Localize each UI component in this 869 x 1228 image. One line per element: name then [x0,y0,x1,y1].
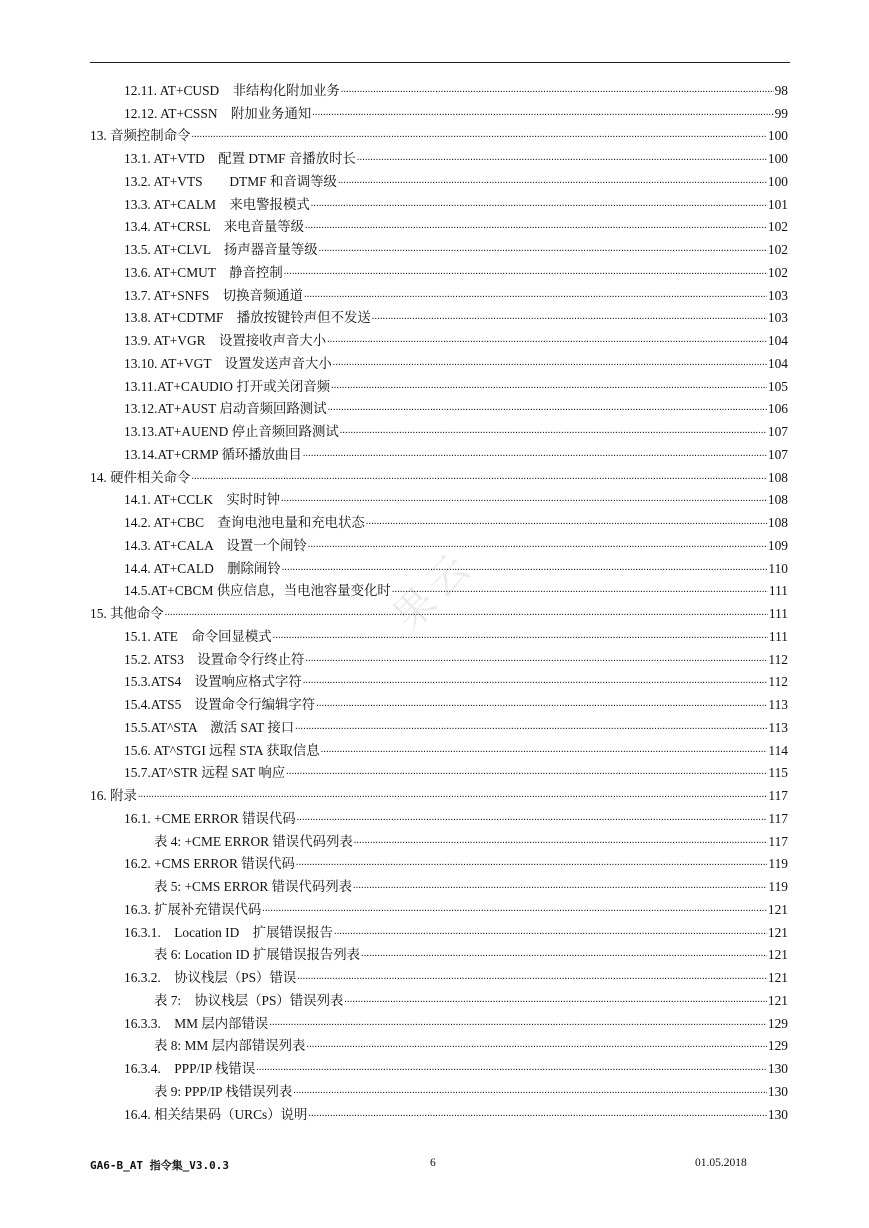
toc-entry[interactable] [90,622,788,645]
toc-entry-title: 13.14.AT+CRMP 循环播放曲目 [124,446,302,462]
toc-entry-title: 14.3. AT+CALA 设置一个闹铃 [124,537,307,553]
toc-entry-title: 16.1. +CME ERROR 错误代码 [124,810,296,826]
toc-entry[interactable] [90,304,788,327]
toc-leader-dots [311,197,767,213]
toc-entry-title: 15.7.AT^STR 远程 SAT 响应 [124,765,286,781]
toc-leader-dots [293,1084,767,1100]
toc-entry-title: 表 8: MM 层内部错误列表 [154,1038,306,1054]
toc-entry[interactable] [90,736,788,759]
toc-entry[interactable] [90,895,788,918]
toc-entry[interactable] [90,235,788,258]
toc-leader-dots [316,697,767,713]
toc-entry-page: 113 [768,719,788,735]
toc-entry-title: 15. 其他命令 [90,606,164,621]
toc-entry-page: 117 [768,810,788,826]
toc-leader-dots [191,128,766,144]
toc-leader-dots [296,856,768,872]
toc-entry-title: 15.4.ATS5 设置命令行编辑字符 [124,697,316,712]
toc-leader-dots [303,674,768,690]
toc-entry-title: 13.2. AT+VTS DTMF 和音调等级 [124,173,337,189]
toc-leader-dots [303,447,767,463]
toc-leader-dots [392,583,768,599]
toc-entry-page: 104 [767,333,788,348]
toc-entry-page: 108 [767,515,788,530]
toc-entry-title: 13.4. AT+CRSL 来电音量等级 [124,219,305,235]
toc-leader-dots [138,788,768,804]
toc-entry-page: 130 [767,1083,788,1099]
toc-entry-title: 表 6: Location ID 扩展错误报告列表 [154,947,361,963]
toc-leader-dots [357,151,767,167]
toc-entry-page: 101 [767,196,788,212]
toc-leader-dots [331,379,767,395]
toc-entry-title: 14.2. AT+CBC 查询电池电量和充电状态 [124,515,365,530]
toc-entry[interactable] [90,99,788,122]
toc-leader-dots [361,947,767,963]
toc-leader-dots [308,1107,767,1123]
toc-entry-page: 99 [774,105,788,121]
toc-entry-title: 13.3. AT+CALM 来电警报模式 [124,196,310,212]
toc-entry-page: 107 [767,424,788,439]
toc-entry-page: 114 [768,742,788,758]
toc-entry[interactable] [90,781,788,804]
toc-entry-page: 129 [767,1038,788,1054]
footer-date: 01.05.2018 [695,1157,747,1169]
toc-entry[interactable] [90,190,788,213]
toc-entry-page: 113 [768,697,788,712]
toc-entry-title: 13.7. AT+SNFS 切换音频通道 [124,287,304,303]
toc-entry[interactable] [90,668,788,691]
toc-leader-dots [353,879,767,895]
toc-entry-page: 102 [767,242,788,257]
toc-leader-dots [273,629,768,645]
toc-entry[interactable] [90,554,788,577]
toc-leader-dots [305,652,767,668]
toc-leader-dots [354,834,768,850]
toc-entry[interactable] [90,258,788,281]
toc-entry-page: 111 [768,583,788,599]
toc-entry-page: 111 [768,606,788,621]
toc-leader-dots [262,902,767,918]
toc-entry-title: 13.8. AT+CDTMF 播放按键铃声但不发送 [124,310,371,326]
toc-entry[interactable] [90,76,788,99]
toc-entry[interactable] [90,281,788,304]
watermark: 果云 [384,542,483,640]
toc-entry-title: 13.9. AT+VGR 设置接收声音大小 [124,333,327,348]
toc-entry[interactable] [90,326,788,349]
toc-entry-page: 121 [767,924,788,940]
toc-entry-page: 100 [767,151,788,166]
toc-entry-page: 119 [768,879,788,894]
toc-entry-title: 表 4: +CME ERROR 错误代码列表 [154,833,353,849]
toc-leader-dots [305,219,767,235]
toc-entry[interactable] [90,508,788,531]
toc-entry-title: 16.4. 相关结果码（URCs）说明 [124,1106,308,1122]
toc-entry[interactable] [90,759,788,782]
toc-leader-dots [319,242,767,258]
toc-entry[interactable] [90,827,788,850]
toc-leader-dots [366,515,767,531]
toc-entry[interactable] [90,850,788,873]
toc-entry[interactable] [90,941,788,964]
toc-entry-title: 15.1. ATE 命令回显模式 [124,628,272,644]
toc-entry-page: 102 [767,264,788,280]
toc-entry[interactable] [90,1032,788,1055]
toc-entry[interactable] [90,395,788,418]
toc-entry[interactable] [90,349,788,372]
table-of-contents [90,76,788,1123]
toc-entry-page: 100 [767,128,788,144]
toc-entry-page: 108 [767,469,788,485]
toc-leader-dots [328,401,767,417]
toc-entry[interactable] [90,713,788,736]
toc-entry-title: 15.2. ATS3 设置命令行终止符 [124,651,305,667]
toc-entry-title: 13.10. AT+VGT 设置发送声音大小 [124,355,332,371]
toc-entry[interactable] [90,1077,788,1100]
toc-entry-title: 13.12.AT+AUST 启动音频回路测试 [124,401,327,417]
toc-leader-dots [165,606,768,622]
toc-entry-title: 14.4. AT+CALD 删除闹铃 [124,560,281,576]
toc-leader-dots [281,492,767,508]
toc-entry[interactable] [90,1009,788,1032]
toc-leader-dots [327,333,767,349]
toc-entry[interactable] [90,690,788,713]
toc-entry[interactable] [90,599,788,622]
toc-leader-dots [312,106,773,122]
toc-entry-page: 121 [767,901,788,917]
toc-entry-page: 130 [767,1106,788,1122]
toc-entry-title: 12.11. AT+CUSD 非结构化附加业务 [124,82,340,98]
toc-entry-page: 112 [768,651,788,667]
toc-leader-dots [256,1061,767,1077]
toc-entry[interactable] [90,963,788,986]
toc-entry-page: 112 [768,674,788,690]
toc-entry-title: 16.3.2. 协议栈层（PS）错误 [124,970,297,985]
toc-entry[interactable] [90,872,788,895]
toc-entry-title: 14.5.AT+CBCM 供应信息，当电池容量变化时 [124,583,391,599]
toc-entry-page: 100 [767,173,788,189]
toc-entry[interactable] [90,440,788,463]
toc-entry[interactable] [90,918,788,941]
toc-entry[interactable] [90,577,788,600]
toc-entry-title: 表 5: +CMS ERROR 错误代码列表 [154,879,353,894]
toc-entry-title: 16.2. +CMS ERROR 错误代码 [124,856,295,872]
toc-entry[interactable] [90,531,788,554]
toc-entry[interactable] [90,804,788,827]
toc-entry-page: 110 [768,560,788,576]
toc-entry[interactable] [90,1100,788,1123]
toc-entry-title: 16.3.1. Location ID 扩展错误报告 [124,924,334,940]
toc-entry-title: 14. 硬件相关命令 [90,469,191,485]
footer-page-number: 6 [430,1157,436,1169]
toc-leader-dots [286,765,767,781]
toc-leader-dots [338,174,767,190]
toc-entry-page: 119 [768,856,788,872]
toc-entry-page: 103 [767,287,788,303]
toc-leader-dots [284,265,767,281]
toc-leader-dots [344,993,767,1009]
toc-leader-dots [269,1016,767,1032]
toc-leader-dots [306,1038,767,1054]
toc-entry-title: 表 9: PPP/IP 栈错误列表 [154,1083,293,1099]
toc-entry[interactable] [90,372,788,395]
toc-entry-title: 15.6. AT^STGI 远程 STA 获取信息 [124,742,320,758]
toc-leader-dots [297,811,768,827]
toc-entry[interactable] [90,144,788,167]
toc-entry-page: 104 [767,355,788,371]
toc-entry-title: 16.3.3. MM 层内部错误 [124,1015,269,1031]
toc-entry-title: 16.3.4. PPP/IP 栈错误 [124,1061,256,1076]
toc-entry-title: 12.12. AT+CSSN 附加业务通知 [124,105,312,121]
toc-entry-page: 109 [767,537,788,553]
toc-leader-dots [341,83,774,99]
toc-entry-page: 107 [767,446,788,462]
toc-entry-page: 102 [767,219,788,235]
toc-leader-dots [304,288,767,304]
toc-entry-page: 121 [767,947,788,963]
toc-entry-title: 14.1. AT+CCLK 实时时钟 [124,492,280,508]
toc-leader-dots [297,970,767,986]
toc-entry-title: 13. 音频控制命令 [90,128,191,144]
toc-entry[interactable] [90,167,788,190]
toc-leader-dots [282,561,768,577]
toc-entry-title: 13.13.AT+AUEND 停止音频回路测试 [124,424,339,439]
toc-entry[interactable] [90,645,788,668]
toc-entry-page: 130 [767,1061,788,1076]
header-rule [90,62,790,63]
toc-leader-dots [334,925,767,941]
toc-leader-dots [321,743,768,759]
toc-entry-page: 106 [767,401,788,417]
toc-entry-title: 13.1. AT+VTD 配置 DTMF 音播放时长 [124,151,356,166]
toc-entry-page: 121 [767,992,788,1008]
toc-entry-title: 13.5. AT+CLVL 扬声器音量等级 [124,242,318,257]
toc-entry[interactable] [90,122,788,145]
toc-entry-title: 16.3. 扩展补充错误代码 [124,901,262,917]
toc-leader-dots [191,470,766,486]
toc-entry[interactable] [90,486,788,509]
toc-leader-dots [340,424,767,440]
toc-entry-title: 16. 附录 [90,788,137,803]
toc-entry-page: 105 [767,378,788,394]
toc-entry-page: 111 [768,628,788,644]
toc-entry-page: 129 [767,1015,788,1031]
toc-entry[interactable] [90,1054,788,1077]
toc-leader-dots [372,310,767,326]
toc-entry-title: 表 7: 协议栈层（PS）错误列表 [154,992,344,1008]
toc-entry-page: 98 [774,82,788,98]
toc-entry-page: 117 [768,788,788,803]
toc-entry[interactable] [90,213,788,236]
toc-entry[interactable] [90,417,788,440]
toc-entry[interactable] [90,463,788,486]
toc-entry-title: 15.3.ATS4 设置响应格式字符 [124,674,302,690]
toc-entry-title: 13.11.AT+CAUDIO 打开或关闭音频 [124,378,331,394]
toc-entry-title: 15.5.AT^STA 激活 SAT 接口 [124,719,295,735]
toc-entry-page: 103 [767,310,788,326]
toc-entry-page: 108 [767,492,788,508]
toc-leader-dots [295,720,767,736]
toc-leader-dots [308,538,767,554]
toc-entry-page: 115 [768,765,788,781]
toc-entry-title: 13.6. AT+CMUT 静音控制 [124,264,283,280]
toc-entry[interactable] [90,986,788,1009]
toc-entry-page: 121 [767,970,788,985]
footer-doc-name: GA6-B_AT 指令集_V3.0.3 [90,1159,229,1172]
toc-entry-page: 117 [768,833,788,849]
toc-leader-dots [333,356,767,372]
